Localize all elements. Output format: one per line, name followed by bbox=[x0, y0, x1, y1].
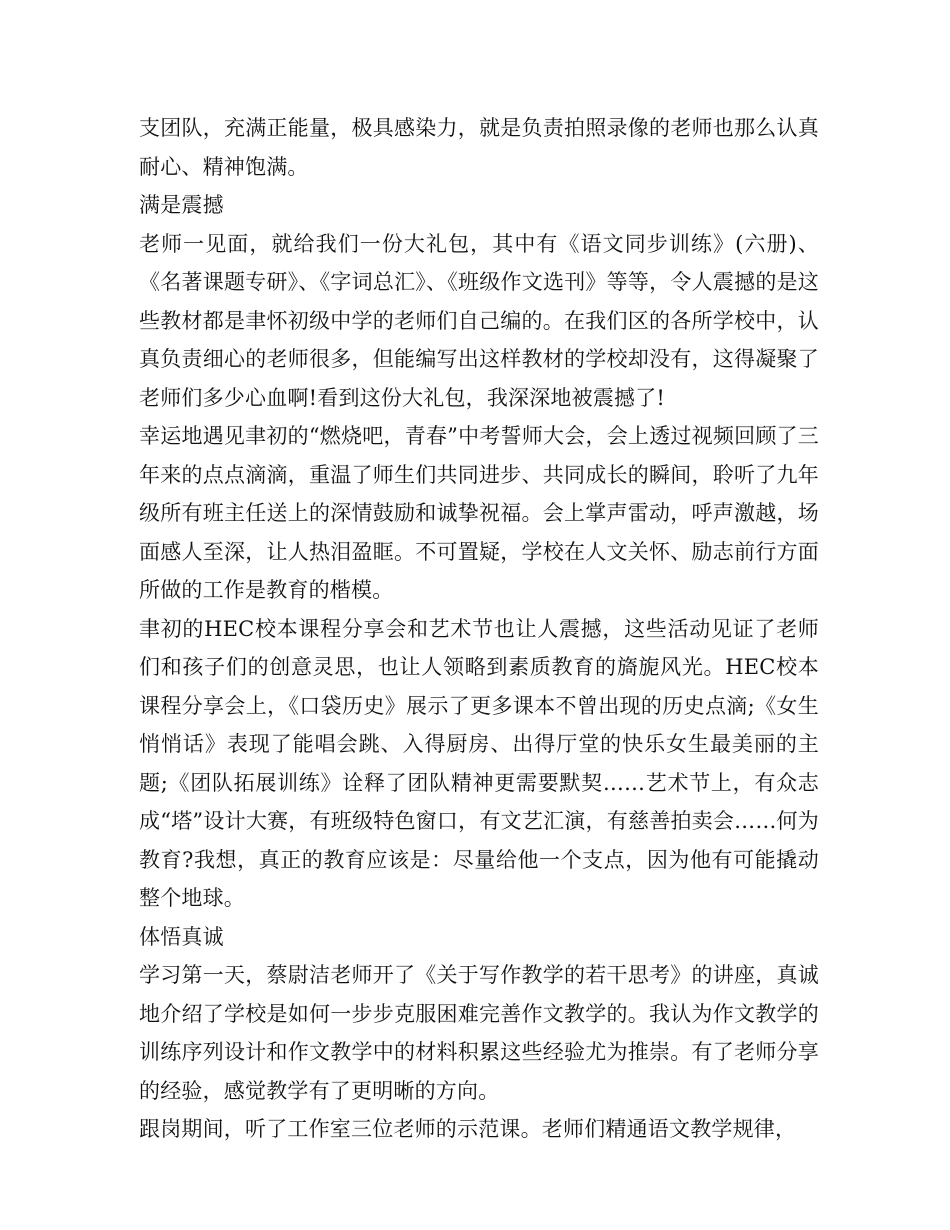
paragraph-writing-lecture: 学习第一天，蔡尉洁老师开了《关于写作教学的若干思考》的讲座，真诚地介绍了学校是如何一步步克服困难完善作文教学的。我认为作文教学的训练序列设计和作文教学中的材料积累这些经验尤为推崇。有了老师分享的经验，感觉教学有了更明晰的方向。 bbox=[139, 963, 819, 1103]
paragraph-team-spirit: 支团队，充满正能量，极具感染力，就是负责拍照录像的老师也那么认真耐心、精神饱满。 bbox=[139, 116, 819, 179]
paragraph-hec-art-festival: 聿初的HEC校本课程分享会和艺术节也让人震撼，这些活动见证了老师们和孩子们的创意灵思，也让人领略到素质教育的旖旎风光。HEC校本课程分享会上，《口袋历史》展示了更多课本不曾出现的历史点滴;《女生悄悄话》表现了能唱会跳、入得厨房、出得厅堂的快乐女生最美丽的主题;《团队拓展训练》诠释了团队精神更需要默契……艺术节上，有众志成“塔”设计大赛，有班级特色窗口，有文艺汇演，有慈善拍卖会……何为教育?我想，真正的教育应该是：尽量给他一个支点，因为他有可能撬动整个地球。 bbox=[139, 616, 819, 910]
paragraph-oath-rally: 幸运地遇见聿初的“燃烧吧，青春”中考誓师大会，会上透过视频回顾了三年来的点点滴滴，重温了师生们共同进步、共同成长的瞬间，聆听了九年级所有班主任送上的深情鼓励和诚挚祝福。会上掌声雷动，呼声激越，场面感人至深，让人热泪盈眶。不可置疑，学校在人文关怀、励志前行方面所做的工作是教育的楷模。 bbox=[139, 424, 819, 602]
document-body bbox=[139, 109, 819, 1149]
paragraph-gift-package: 老师一见面，就给我们一份大礼包，其中有《语文同步训练》(六册)、《名著课题专研》、《字词总汇》、《班级作文选刊》等等，令人震撼的是这些教材都是聿怀初级中学的老师们自己编的。在我们区的各所学校中，认真负责细心的老师很多，但能编写出这样教材的学校却没有，这得凝聚了老师们多少心血啊!看到这份大礼包，我深深地被震撼了! bbox=[139, 231, 819, 410]
section-heading-sincerity: 体悟真诚 bbox=[139, 924, 224, 949]
paragraph-demo-lessons: 跟岗期间，听了工作室三位老师的示范课。老师们精通语文教学规律， bbox=[139, 1117, 797, 1141]
section-heading-shock: 满是震撼 bbox=[139, 193, 224, 217]
